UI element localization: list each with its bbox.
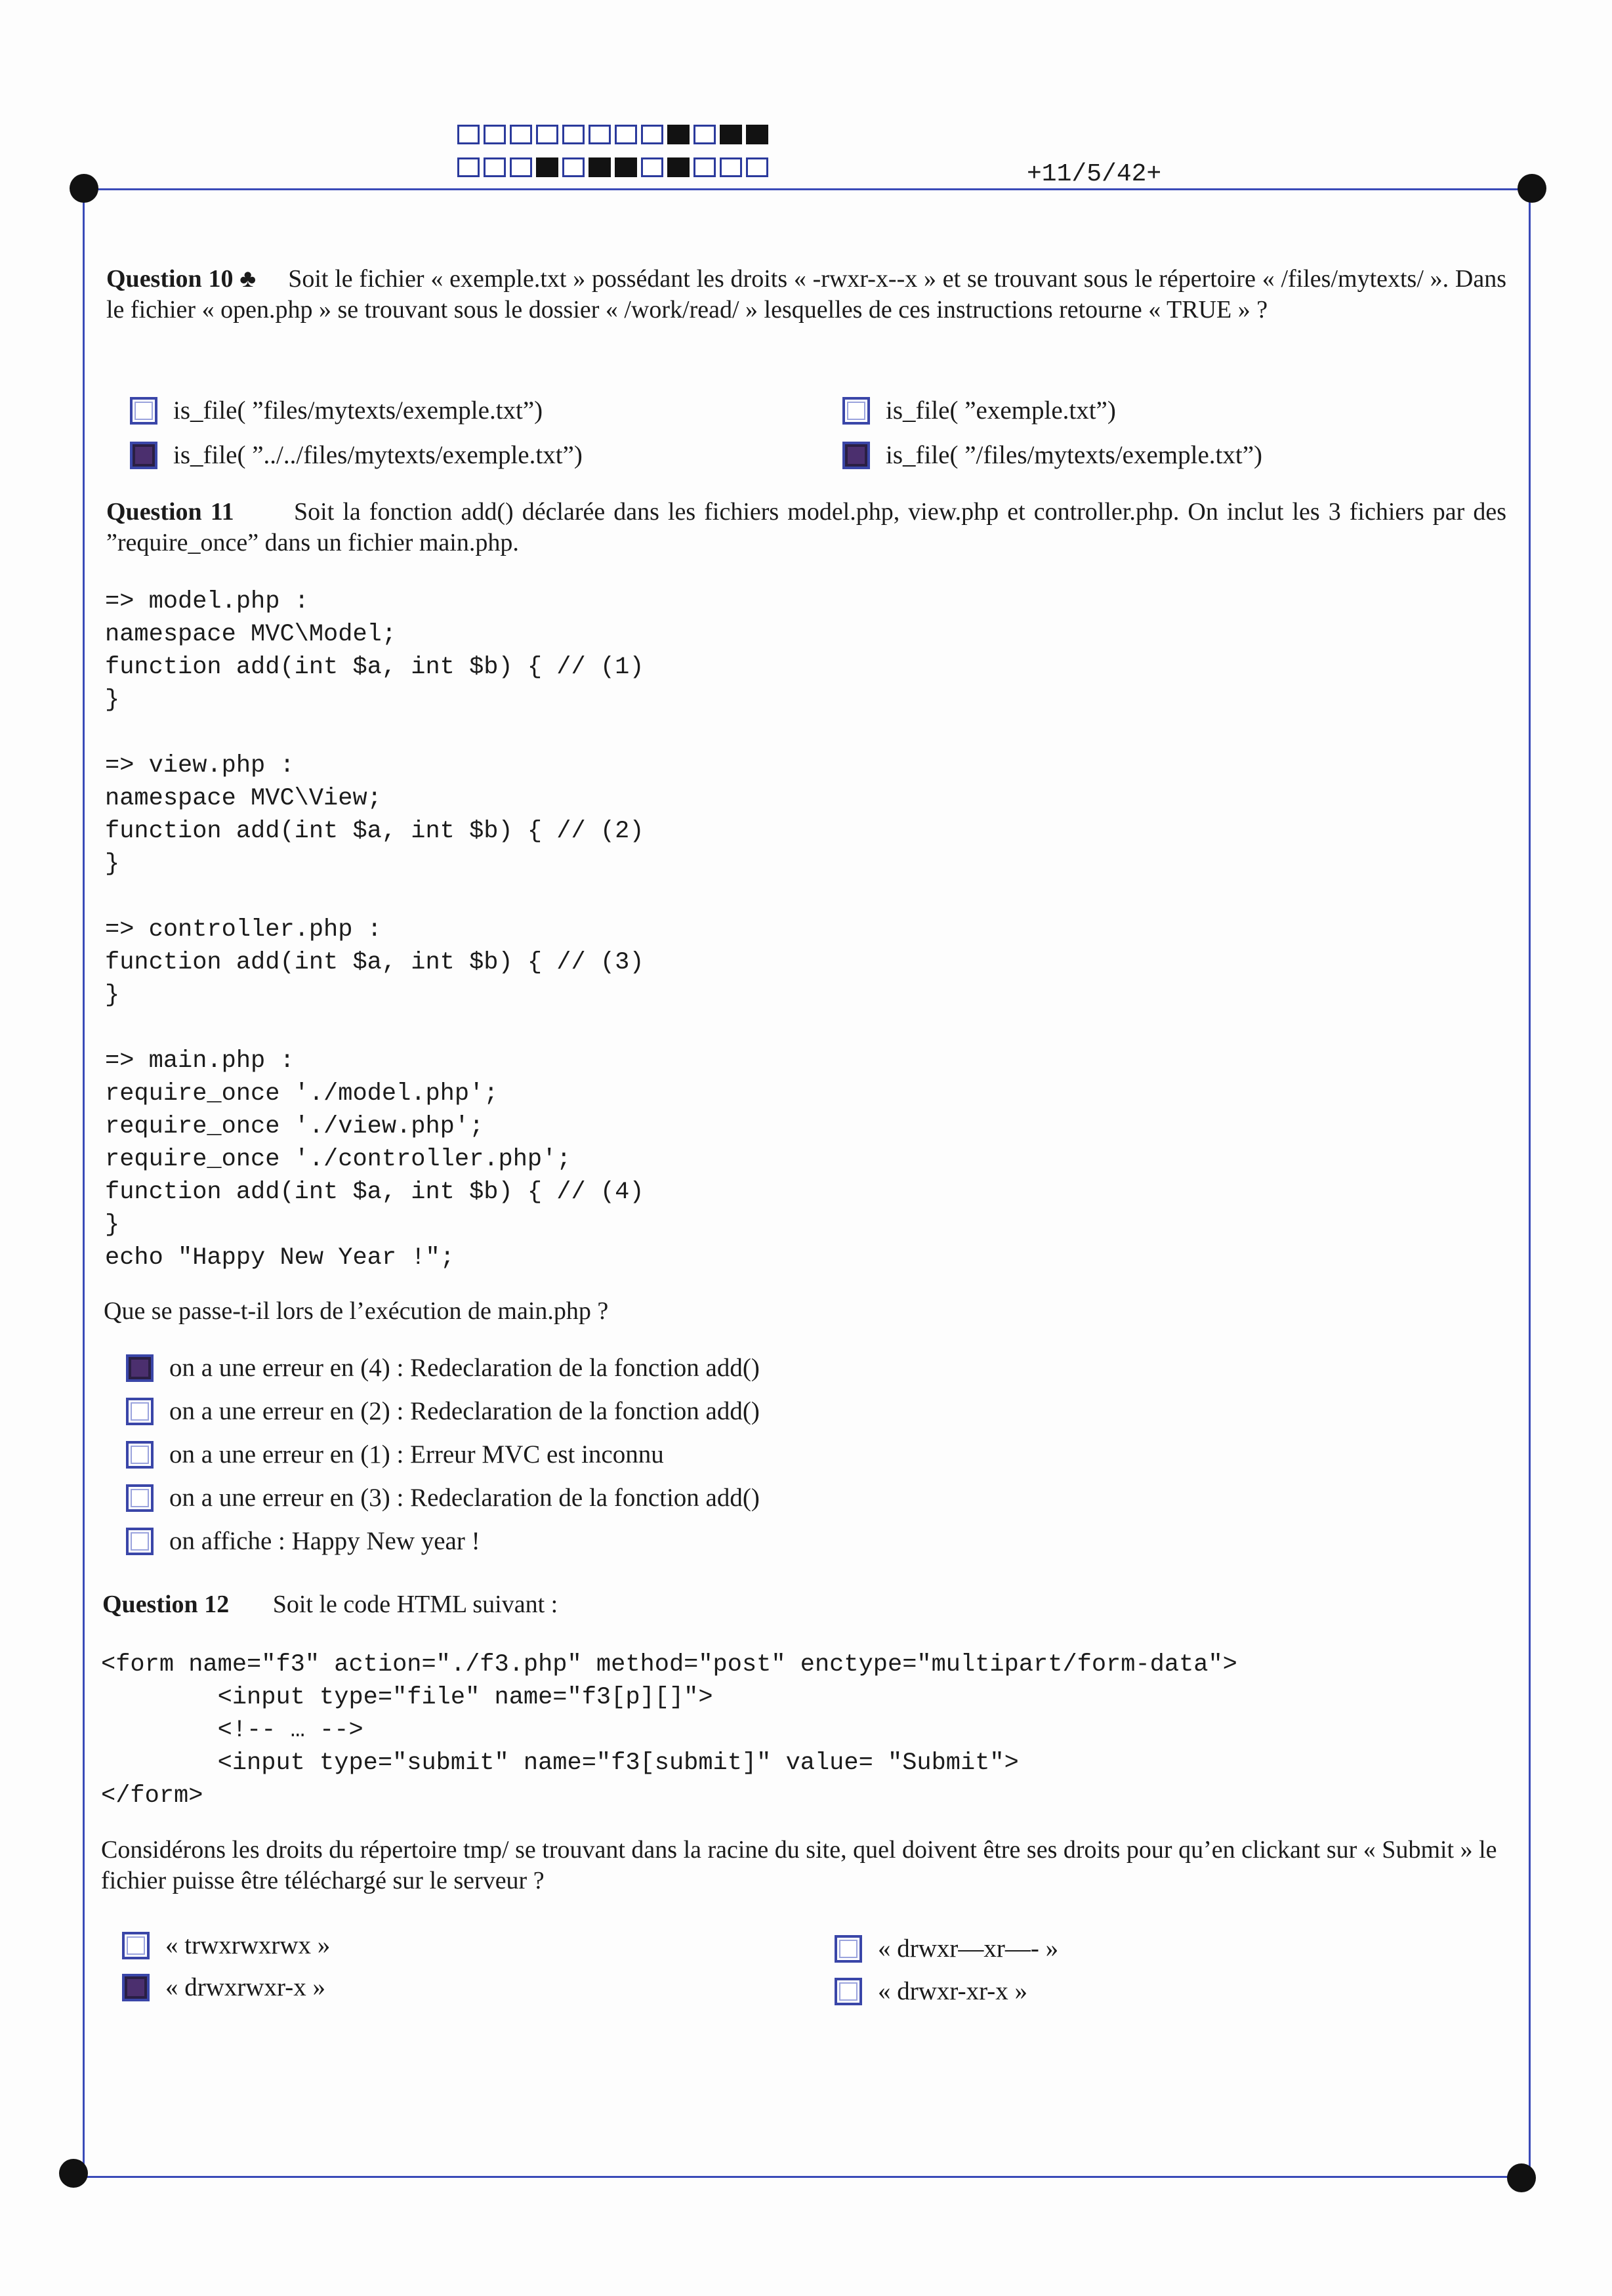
q12-checkbox[interactable] — [835, 1935, 862, 1963]
q10-checkbox[interactable] — [842, 442, 870, 469]
q11-option-label: on a une erreur en (4) : Redeclaration de la fonction add() — [169, 1354, 760, 1382]
frame-top-line — [84, 188, 1532, 190]
question-12-title: Question 12 — [102, 1591, 230, 1618]
barcode-cell — [720, 125, 742, 144]
corner-mark-top-right — [1518, 174, 1546, 203]
barcode-cell — [536, 125, 558, 144]
barcode-cell — [562, 125, 585, 144]
q12-option-label: « drwxrwxr-x » — [165, 1973, 325, 2001]
q11-option[interactable] — [126, 1526, 480, 1556]
q12-option[interactable] — [122, 1931, 330, 1960]
barcode-cell — [746, 157, 768, 177]
barcode-cell — [589, 157, 611, 177]
q10-option-label: is_file( ”../../files/mytexts/exemple.txt”) — [173, 441, 583, 469]
q11-option[interactable] — [126, 1440, 664, 1469]
corner-mark-bottom-left — [59, 2159, 88, 2188]
barcode-cell — [693, 125, 716, 144]
q12-checkbox[interactable] — [835, 1978, 862, 2005]
barcode-cell — [457, 157, 480, 177]
q11-checkbox[interactable] — [126, 1354, 154, 1382]
frame-bottom-line — [73, 2176, 1521, 2178]
barcode-cell — [667, 157, 690, 177]
q10-option[interactable] — [130, 396, 543, 425]
barcode-cell — [562, 157, 585, 177]
q10-option-label: is_file( ”exemple.txt”) — [886, 396, 1116, 425]
q10-option[interactable] — [842, 396, 1116, 425]
barcode-top-row — [457, 125, 768, 144]
q10-checkbox[interactable] — [130, 397, 157, 425]
q11-option[interactable] — [126, 1353, 760, 1383]
barcode-cell — [693, 157, 716, 177]
q10-option-label: is_file( ”/files/mytexts/exemple.txt”) — [886, 441, 1262, 469]
barcode-cell — [536, 157, 558, 177]
question-11-code: => model.php : namespace MVC\Model; function add(int $a, int $b) { // (1) } => view.php : namespace MVC\View; function add(int $a, int $b) { // (2) } => controller.php : function add(int $a, int $b) { // (3) } => main.php : require_once './model.php'; require_once './view.php'; require_once './controller.php'; function add(int $a, int $b) { // (4) } echo "Happy New Year !"; — [105, 588, 644, 1272]
question-10-text — [106, 264, 1506, 325]
frame-left-line — [83, 188, 85, 2177]
q11-option-label: on a une erreur en (1) : Erreur MVC est inconnu — [169, 1440, 664, 1469]
barcode-cell — [589, 125, 611, 144]
barcode-cell — [641, 125, 663, 144]
barcode-cell — [510, 125, 532, 144]
q12-option[interactable] — [835, 1934, 1058, 1963]
q11-checkbox[interactable] — [126, 1528, 154, 1555]
barcode-cell — [457, 125, 480, 144]
frame-right-line — [1529, 188, 1531, 2177]
page-id: +11/5/42+ — [1027, 160, 1162, 188]
q12-option-label: « trwxrwxrwx » — [165, 1931, 331, 1959]
q12-checkbox[interactable] — [122, 1932, 150, 1959]
q11-checkbox[interactable] — [126, 1398, 154, 1425]
q10-option[interactable] — [130, 440, 583, 470]
q11-checkbox[interactable] — [126, 1441, 154, 1469]
question-11-title: Question 11 — [106, 498, 234, 526]
question-12-body: Soit le code HTML suivant : — [272, 1591, 558, 1618]
barcode-cell — [510, 157, 532, 177]
barcode-cell — [667, 125, 690, 144]
q10-option-label: is_file( ”files/mytexts/exemple.txt”) — [173, 396, 543, 425]
q11-option-label: on a une erreur en (2) : Redeclaration de la fonction add() — [169, 1397, 760, 1425]
barcode-cell — [746, 125, 768, 144]
question-11-text — [106, 497, 1506, 558]
barcode-cell — [641, 157, 663, 177]
corner-mark-bottom-right — [1507, 2163, 1536, 2192]
barcode-cell — [615, 125, 637, 144]
corner-mark-top-left — [70, 174, 98, 203]
barcode-cell — [615, 157, 637, 177]
question-11-body: Soit la fonction add() déclarée dans les fichiers model.php, view.php et controller.php. On inclut les 3 fichiers par des ”require_once” dans un fichier main.php. — [106, 498, 1506, 556]
q11-option-label: on affiche : Happy New year ! — [169, 1527, 480, 1555]
q12-option-label: « drwxr—xr—- » — [878, 1934, 1059, 1963]
question-10-body: Soit le fichier « exemple.txt » possédant les droits « -rwxr-x--x » et se trouvant sous le répertoire « /files/mytexts/ ». Dans le fichier « open.php » se trouvant sous le dossier « /work/read/ » lesquelles de ces instructions retourne « TRUE » ? — [106, 265, 1507, 324]
q12-option[interactable] — [835, 1976, 1027, 2006]
barcode-cell — [484, 125, 506, 144]
q12-option-label: « drwxr-xr-x » — [878, 1977, 1028, 2005]
question-10-title: Question 10 ♣ — [106, 265, 257, 293]
q10-option[interactable] — [842, 440, 1262, 470]
barcode-cell — [484, 157, 506, 177]
q11-option[interactable] — [126, 1396, 760, 1426]
q12-checkbox[interactable] — [122, 1974, 150, 2001]
question-11-prompt: Que se passe-t-il lors de l’exécution de main.php ? — [104, 1297, 609, 1325]
question-12-text — [102, 1589, 558, 1620]
q11-option-label: on a une erreur en (3) : Redeclaration de la fonction add() — [169, 1484, 760, 1512]
barcode-bottom-row — [457, 157, 768, 177]
q11-checkbox[interactable] — [126, 1484, 154, 1512]
q10-checkbox[interactable] — [842, 397, 870, 425]
q12-option[interactable] — [122, 1972, 325, 2002]
question-12-code: <form name="f3" action="./f3.php" method="post" enctype="multipart/form-data"> <input type="file" name="f3[p][]"> <!-- … --> <input type="submit" name="f3[submit]" value= "Submit"> </form> — [101, 1651, 1237, 1810]
question-12-prompt: Considérons les droits du répertoire tmp/ se trouvant dans la racine du site, quel doivent être ses droits pour qu’en clickant sur « Submit » le fichier puisse être téléchargé sur le serveur ? — [101, 1836, 1497, 1894]
q11-option[interactable] — [126, 1483, 760, 1513]
barcode-cell — [720, 157, 742, 177]
q10-checkbox[interactable] — [130, 442, 157, 469]
